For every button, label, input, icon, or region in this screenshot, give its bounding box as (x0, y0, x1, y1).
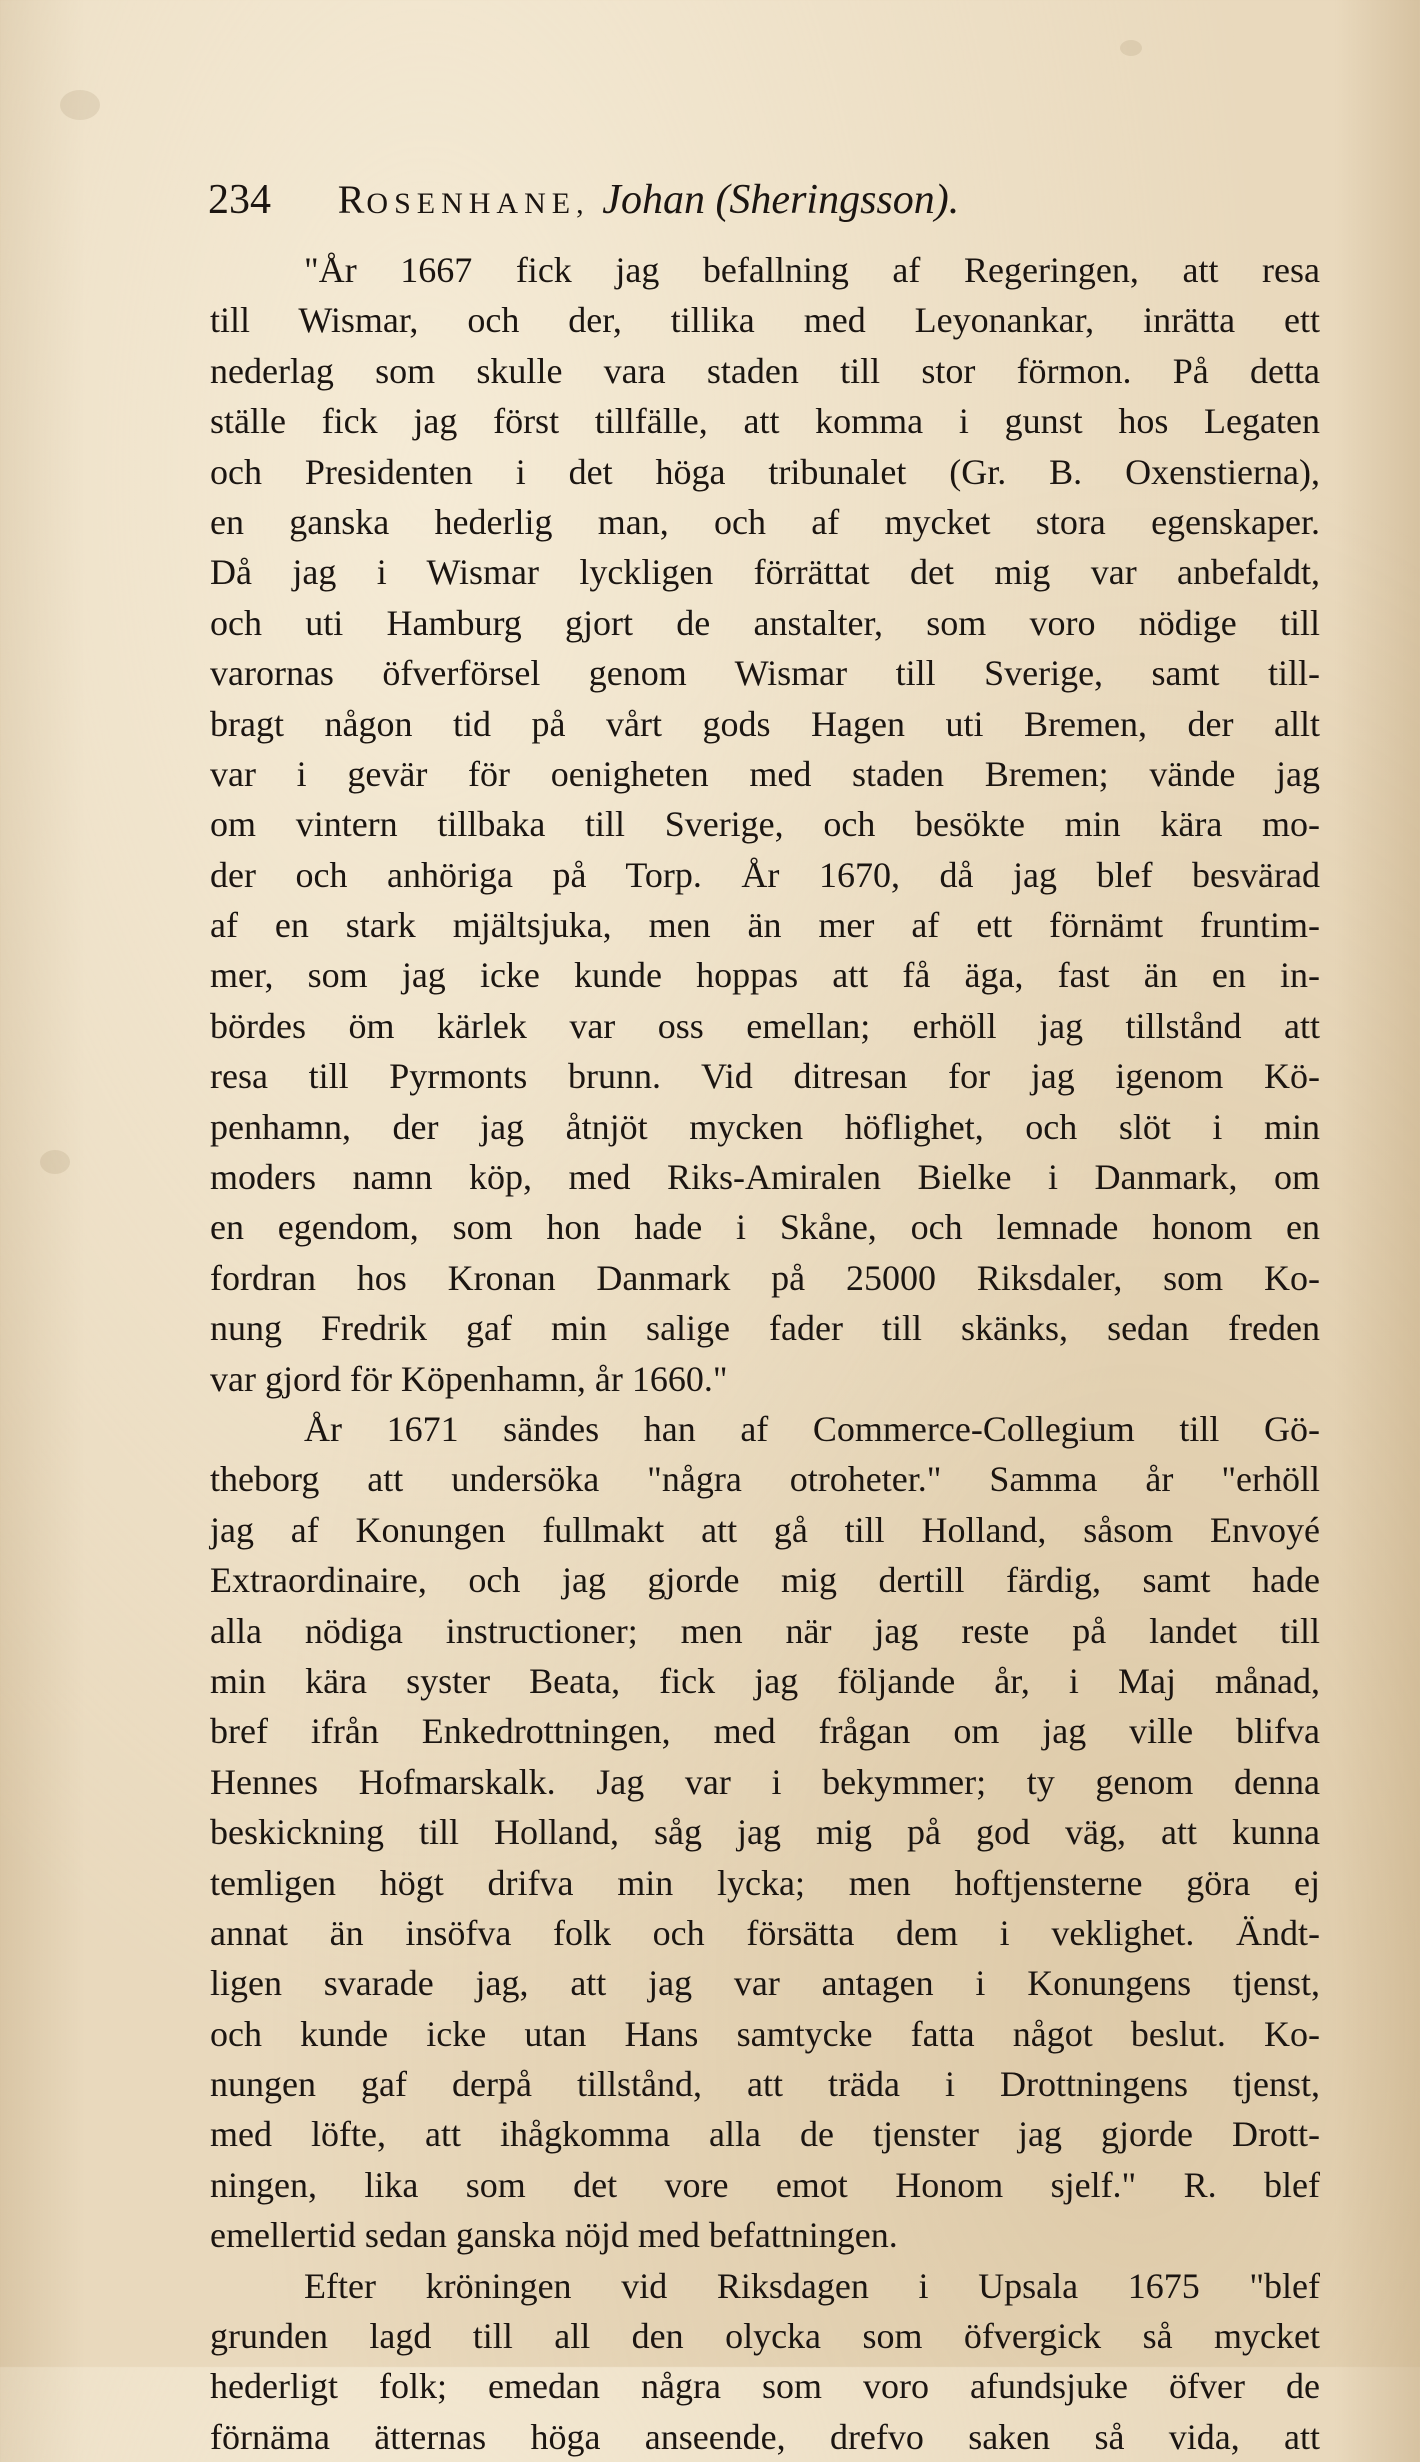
text-line: af en stark mjältsjuka, men än mer af ett förnämt fruntim- (210, 905, 1320, 946)
text-line: alla nödiga instructioner; men när jag reste på landet till (210, 1610, 1320, 1651)
text-line: och kunde icke utan Hans samtycke fatta något beslut. Ko- (210, 2013, 1320, 2054)
text-line: temligen högt drifva min lycka; men hoftjensterne göra ej (210, 1862, 1320, 1903)
text-line: och Presidenten i det höga tribunalet (Gr. B. Oxenstierna), (210, 451, 1320, 492)
text-line: nungen gaf derpå tillstånd, att träda i Drottningens tjenst, (210, 2064, 1320, 2105)
text-line: förnäma ätternas höga anseende, drefvo saken så vida, att (210, 2416, 1320, 2457)
paper-stain (40, 1150, 70, 1174)
text-line: beskickning till Holland, såg jag mig på god väg, att kunna (210, 1812, 1320, 1853)
text-line: ställe fick jag först tillfälle, att komma i gunst hos Legaten (210, 401, 1320, 442)
text-line: med löfte, att ihågkomma alla de tjenster jag gjorde Drott- (210, 2114, 1320, 2155)
text-line: mer, som jag icke kunde hoppas att få äga, fast än en in- (210, 955, 1320, 996)
text-line: till Wismar, och der, tillika med Leyonankar, inrätta ett (210, 300, 1320, 341)
running-title-name (337, 177, 590, 222)
text-line: theborg att undersöka "några otroheter." Samma år "erhöll (210, 1459, 1320, 1500)
text-line: Efter kröningen vid Riksdagen i Upsala 1675 "blef (304, 2265, 1320, 2306)
text-line: "År 1667 fick jag befallning af Regeringen, att resa (304, 250, 1320, 290)
text-line: jag af Konungen fullmakt att gå till Holland, såsom Envoyé (210, 1509, 1320, 1550)
text-line: bördes öm kärlek var oss emellan; erhöll jag tillstånd att (210, 1005, 1320, 1046)
text-line: hederligt folk; emedan några som voro afundsjuke öfver de (210, 2366, 1320, 2407)
text-line: en ganska hederlig man, och af mycket stora egenskaper. (210, 501, 1320, 542)
text-line: bref ifrån Enkedrottningen, med frågan om jag ville blifva (210, 1711, 1320, 1752)
text-line: fordran hos Kronan Danmark på 25000 Riksdaler, som Ko- (210, 1257, 1320, 1298)
text-line: penhamn, der jag åtnjöt mycken höflighet, och slöt i min (210, 1106, 1320, 1147)
text-line: År 1671 sändes han af Commerce-Collegium till Gö- (304, 1408, 1320, 1449)
text-line: en egendom, som hon hade i Skåne, och lemnade honom en (210, 1207, 1320, 1248)
text-line: min kära syster Beata, fick jag följande år, i Maj månad, (210, 1660, 1320, 1701)
text-line: ligen svarade jag, att jag var antagen i Konungens tjenst, (210, 1963, 1320, 2004)
text-line: nung Fredrik gaf min salige fader till skänks, sedan freden (210, 1308, 1320, 1349)
text-line: grunden lagd till all den olycka som öfvergick så mycket (210, 2316, 1320, 2357)
text-line: Då jag i Wismar lyckligen förrättat det mig var anbefaldt, (210, 552, 1320, 593)
body-text (210, 245, 1320, 2457)
paper-stain (60, 90, 100, 120)
text-line: Hennes Hofmarskalk. Jag var i bekymmer; ty genom denna (210, 1761, 1320, 1802)
text-line: var gjord för Köpenhamn, år 1660." (210, 1358, 728, 1399)
running-header (208, 170, 1328, 230)
page-number: 234 (208, 177, 271, 223)
paper-stain (1120, 40, 1142, 56)
running-title-initial: R (337, 177, 367, 222)
text-line: moders namn köp, med Riks-Amiralen Bielke i Danmark, om (210, 1157, 1320, 1198)
text-line: varornas öfverförsel genom Wismar till Sverige, samt till- (210, 653, 1320, 694)
text-line: der och anhöriga på Torp. År 1670, då jag blef besvärad (210, 854, 1320, 895)
text-line: var i gevär för oenigheten med staden Bremen; vände jag (210, 753, 1320, 794)
text-line: och uti Hamburg gjort de anstalter, som voro nödige till (210, 602, 1320, 643)
text-line: bragt någon tid på vårt gods Hagen uti Bremen, der allt (210, 703, 1320, 744)
text-line: annat än insöfva folk och försätta dem i veklighet. Ändt- (210, 1912, 1320, 1953)
running-title-subtitle: Johan (Sheringsson). (602, 177, 960, 223)
text-line: om vintern tillbaka till Sverige, och besökte min kära mo- (210, 804, 1320, 845)
text-line: resa till Pyrmonts brunn. Vid ditresan for jag igenom Kö- (210, 1056, 1320, 1097)
text-line: nederlag som skulle vara staden till stor förmon. På detta (210, 350, 1320, 391)
running-title-rest: OSENHANE, (366, 187, 590, 220)
text-line: emellertid sedan ganska nöjd med befattningen. (210, 2215, 898, 2256)
text-line: Extraordinaire, och jag gjorde mig dertill färdig, samt hade (210, 1560, 1320, 1601)
text-line: ningen, lika som det vore emot Honom sjelf." R. blef (210, 2164, 1320, 2205)
